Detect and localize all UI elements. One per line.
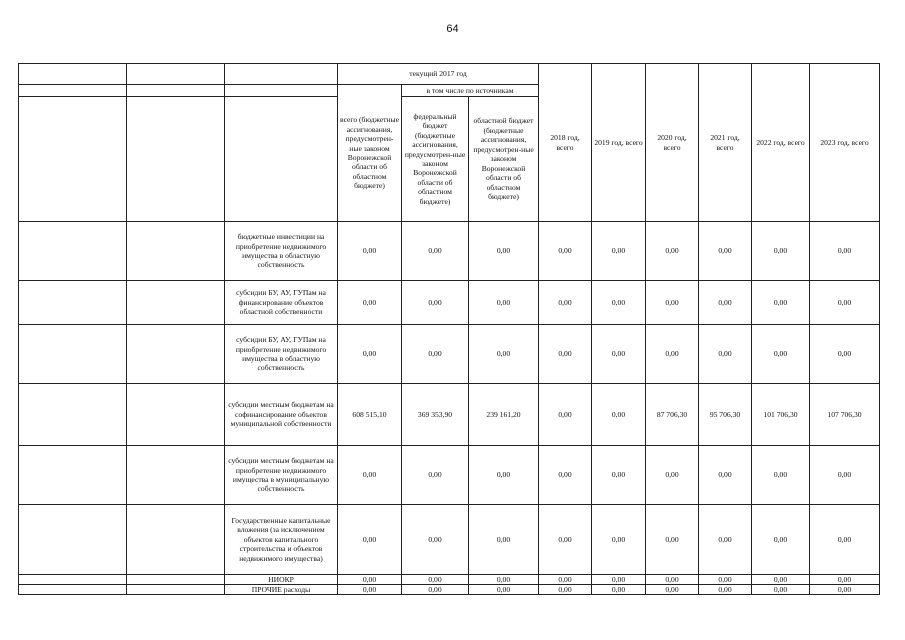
cell-2019: 0,00 [592, 384, 646, 446]
cell-2021: 0,00 [699, 446, 752, 505]
header-2020: 2020 год, всего [646, 64, 699, 222]
cell-2018: 0,00 [539, 222, 592, 281]
blank-cell [19, 222, 127, 281]
cell-total: 608 515,10 [338, 384, 402, 446]
cell-2018: 0,00 [539, 281, 592, 325]
cell-2018: 0,00 [539, 585, 592, 595]
header-federal: федеральный бюджет (бюджетные ассигнования, предусмотрен-ные законом Воронежской области об областном бюджете) [402, 97, 469, 222]
cell-2021: 0,00 [699, 505, 752, 575]
cell-2023: 0,00 [810, 222, 880, 281]
cell-total: 0,00 [338, 281, 402, 325]
table-row [19, 281, 880, 325]
cell-regional: 0,00 [469, 505, 539, 575]
cell-federal: 0,00 [402, 325, 469, 384]
cell-2020: 0,00 [646, 575, 699, 585]
table-row [19, 384, 880, 446]
cell-2019: 0,00 [592, 575, 646, 585]
cell-2022: 0,00 [752, 222, 810, 281]
header-current-year: текущий 2017 год [338, 64, 539, 85]
cell-2020: 0,00 [646, 446, 699, 505]
blank-cell [127, 222, 225, 281]
table-row [19, 585, 880, 595]
blank-cell [225, 64, 338, 85]
blank-cell [127, 64, 225, 85]
blank-cell [127, 97, 225, 222]
cell-2022: 0,00 [752, 585, 810, 595]
cell-2019: 0,00 [592, 222, 646, 281]
cell-2018: 0,00 [539, 505, 592, 575]
row-label: НИОКР [225, 575, 338, 585]
cell-total: 0,00 [338, 505, 402, 575]
cell-total: 0,00 [338, 585, 402, 595]
cell-total: 0,00 [338, 446, 402, 505]
header-2021: 2021 год, всего [699, 64, 752, 222]
blank-cell [19, 446, 127, 505]
blank-cell [19, 384, 127, 446]
cell-federal: 0,00 [402, 585, 469, 595]
cell-2021: 0,00 [699, 575, 752, 585]
blank-cell [19, 505, 127, 575]
cell-2018: 0,00 [539, 384, 592, 446]
cell-2018: 0,00 [539, 575, 592, 585]
cell-federal: 0,00 [402, 281, 469, 325]
cell-total: 0,00 [338, 222, 402, 281]
header-2022: 2022 год, всего [752, 64, 810, 222]
cell-2021: 0,00 [699, 585, 752, 595]
row-label: субсидии местным бюджетам на приобретение недвижимого имущества в муниципальную собственность [225, 446, 338, 505]
blank-cell [127, 575, 225, 585]
header-2019: 2019 год, всего [592, 64, 646, 222]
cell-2022: 0,00 [752, 281, 810, 325]
header-total: всего (бюджетные ассигнования, предусмотрен-ные законом Воронежской области об областном бюджете) [338, 85, 402, 222]
cell-2020: 87 706,30 [646, 384, 699, 446]
cell-2023: 0,00 [810, 505, 880, 575]
cell-total: 0,00 [338, 325, 402, 384]
row-label: субсидии местным бюджетам на софинансирование объектов муниципальной собственности [225, 384, 338, 446]
blank-cell [127, 585, 225, 595]
cell-2023: 0,00 [810, 585, 880, 595]
blank-cell [225, 97, 338, 222]
blank-cell [127, 446, 225, 505]
cell-2023: 0,00 [810, 446, 880, 505]
cell-2021: 0,00 [699, 281, 752, 325]
cell-regional: 0,00 [469, 575, 539, 585]
row-label: субсидии БУ, АУ, ГУПам на приобретение недвижимого имущества в областную собственность [225, 325, 338, 384]
row-label: ПРОЧИЕ расходы [225, 585, 338, 595]
cell-2023: 0,00 [810, 575, 880, 585]
cell-2021: 0,00 [699, 325, 752, 384]
row-label: субсидии БУ, АУ, ГУПам на финансирование объектов областной собственности [225, 281, 338, 325]
blank-cell [127, 384, 225, 446]
cell-2021: 95 706,30 [699, 384, 752, 446]
blank-cell [19, 64, 127, 85]
cell-2019: 0,00 [592, 446, 646, 505]
blank-cell [19, 281, 127, 325]
cell-federal: 369 353,90 [402, 384, 469, 446]
cell-2022: 0,00 [752, 325, 810, 384]
blank-cell [127, 85, 225, 97]
cell-federal: 0,00 [402, 575, 469, 585]
cell-2018: 0,00 [539, 446, 592, 505]
cell-regional: 0,00 [469, 222, 539, 281]
header-2018: 2018 год, всего [539, 64, 592, 222]
cell-2020: 0,00 [646, 585, 699, 595]
cell-2023: 107 706,30 [810, 384, 880, 446]
cell-total: 0,00 [338, 575, 402, 585]
cell-2019: 0,00 [592, 281, 646, 325]
header-2023: 2023 год, всего [810, 64, 880, 222]
cell-regional: 0,00 [469, 585, 539, 595]
blank-cell [127, 505, 225, 575]
cell-2018: 0,00 [539, 325, 592, 384]
blank-cell [127, 281, 225, 325]
cell-regional: 239 161,20 [469, 384, 539, 446]
cell-2019: 0,00 [592, 505, 646, 575]
cell-2022: 0,00 [752, 446, 810, 505]
cell-regional: 0,00 [469, 446, 539, 505]
cell-federal: 0,00 [402, 222, 469, 281]
cell-federal: 0,00 [402, 505, 469, 575]
cell-2020: 0,00 [646, 505, 699, 575]
cell-2022: 0,00 [752, 505, 810, 575]
cell-2021: 0,00 [699, 222, 752, 281]
blank-cell [19, 325, 127, 384]
blank-cell [19, 97, 127, 222]
table-row [19, 325, 880, 384]
blank-cell [19, 575, 127, 585]
header-regional: областной бюджет (бюджетные ассигнования, предусмотрен-ные законом Воронежской области об областном бюджете) [469, 97, 539, 222]
table-row [19, 505, 880, 575]
header-sources: в том числе по источникам [402, 85, 539, 97]
table-row [19, 446, 880, 505]
cell-regional: 0,00 [469, 325, 539, 384]
cell-2020: 0,00 [646, 325, 699, 384]
cell-2019: 0,00 [592, 325, 646, 384]
blank-cell [127, 325, 225, 384]
blank-cell [225, 85, 338, 97]
cell-regional: 0,00 [469, 281, 539, 325]
cell-2020: 0,00 [646, 281, 699, 325]
blank-cell [19, 85, 127, 97]
table-row [19, 222, 880, 281]
row-label: бюджетные инвестиции на приобретение недвижимого имущества в областную собственность [225, 222, 338, 281]
row-label: Государственные капитальные вложения (за исключением объектов капитального строительства и объектов недвижимого имущества) [225, 505, 338, 575]
cell-2022: 101 706,30 [752, 384, 810, 446]
table-row [19, 575, 880, 585]
blank-cell [19, 585, 127, 595]
cell-federal: 0,00 [402, 446, 469, 505]
cell-2023: 0,00 [810, 325, 880, 384]
cell-2022: 0,00 [752, 575, 810, 585]
cell-2020: 0,00 [646, 222, 699, 281]
budget-table [18, 63, 880, 595]
header-row-1 [19, 64, 880, 85]
cell-2023: 0,00 [810, 281, 880, 325]
page-number: 64 [446, 23, 459, 35]
cell-2019: 0,00 [592, 585, 646, 595]
